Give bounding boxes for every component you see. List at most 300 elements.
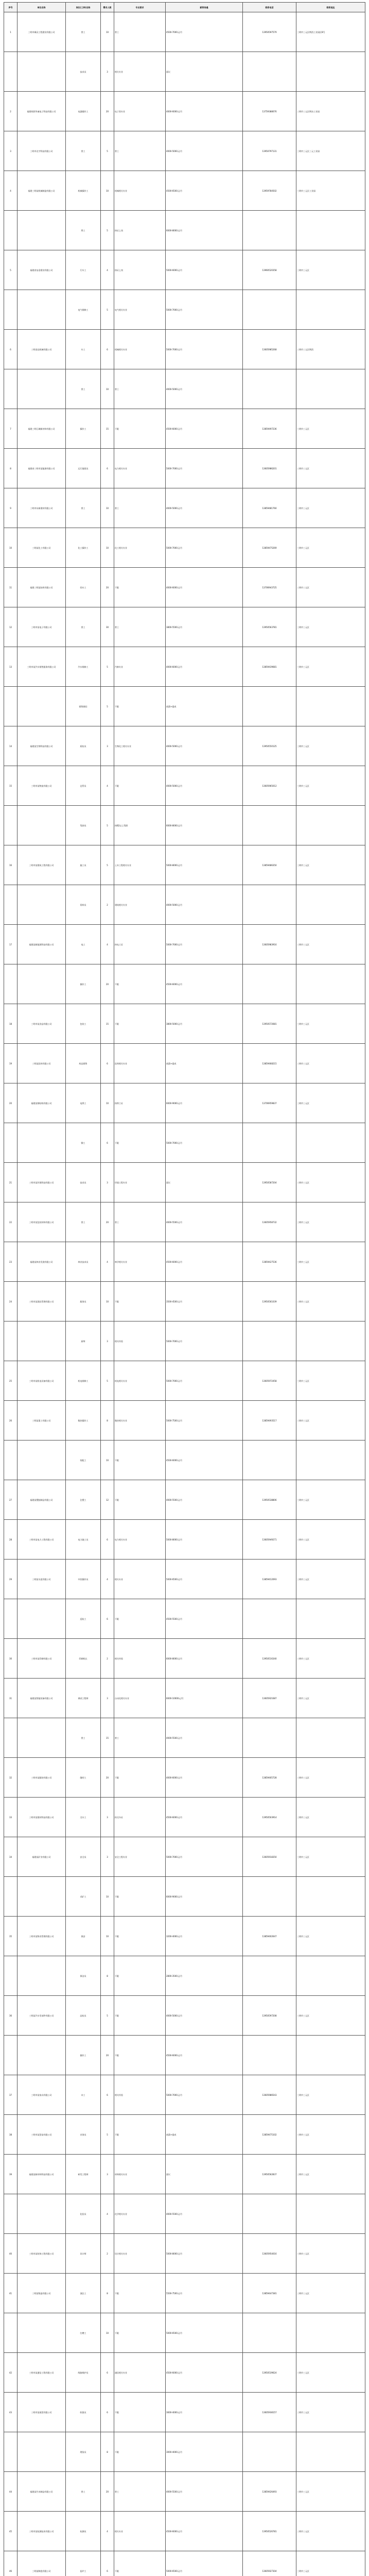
table-row <box>4 2234 365 2274</box>
cell-job: 安全员 <box>66 1837 101 1877</box>
cell-no <box>4 369 17 409</box>
table-row <box>4 2075 365 2115</box>
cell-address: 三明市三元区 <box>296 726 365 766</box>
cell-address: 三明市三元区 <box>296 1163 365 1202</box>
cell-count: 10 <box>101 1282 114 1321</box>
cell-salary: 4000-5500元/月 <box>166 2472 243 2512</box>
cell-salary: 5000-6500元/月 <box>166 2551 243 2576</box>
cell-phone: 13859486350 <box>243 845 296 885</box>
cell-salary: 6000-8000元/月 <box>166 211 243 250</box>
cell-job: 普工 <box>66 488 101 528</box>
table-row <box>4 1560 365 1599</box>
header-address: 联系地址 <box>296 3 365 12</box>
cell-phone: 13605927304 <box>243 2551 296 2576</box>
table-row <box>4 766 365 806</box>
cell-requirement: 电力相关专业 <box>114 449 166 488</box>
cell-phone: 13605921687 <box>243 1679 296 1718</box>
cell-count: 3 <box>101 726 114 766</box>
table-row <box>4 568 365 607</box>
cell-address: 三明市三元区 <box>296 1282 365 1321</box>
cell-company <box>17 964 66 1004</box>
cell-requirement: 数控相关专业 <box>114 1401 166 1440</box>
cell-company <box>17 1440 66 1480</box>
cell-count: 3 <box>101 1163 114 1202</box>
cell-count: 20 <box>101 1202 114 1242</box>
cell-requirement: 不限 <box>114 2036 166 2075</box>
cell-count: 10 <box>101 1083 114 1123</box>
cell-address: 三明市三元区 <box>296 1083 365 1123</box>
cell-address: 三明市三元区 <box>296 488 365 528</box>
cell-company: 福建某新材料科技有限公司 <box>17 2155 66 2194</box>
cell-count: 5 <box>101 290 114 330</box>
cell-no: 3 <box>4 131 17 171</box>
cell-address: 三明市三元区 <box>296 607 365 647</box>
cell-salary: 5500-7500元/月 <box>166 2274 243 2313</box>
cell-company <box>17 1956 66 1996</box>
cell-company <box>17 1321 66 1361</box>
cell-no: 25 <box>4 1361 17 1401</box>
cell-job: 普工 <box>66 131 101 171</box>
cell-salary: 6000-8000元/月 <box>166 806 243 845</box>
cell-no: 23 <box>4 1242 17 1282</box>
cell-company: 三明市某贸易有限公司 <box>17 2115 66 2155</box>
cell-address: 三明市三元区 <box>296 766 365 806</box>
table-row <box>4 2432 365 2472</box>
cell-no: 18 <box>4 1004 17 1044</box>
cell-address: 三明市三元区 <box>296 1837 365 1877</box>
cell-address: 三明市三元区 <box>296 2512 365 2551</box>
cell-phone: 13605918350 <box>243 1837 296 1877</box>
cell-job: 服务员 <box>66 1282 101 1321</box>
cell-requirement: 不限 <box>114 2551 166 2576</box>
cell-count: 15 <box>101 409 114 449</box>
cell-phone: 13605965012 <box>243 766 296 806</box>
cell-salary: 5000-8000元/月 <box>166 845 243 885</box>
cell-requirement: 环境工程专业 <box>114 1163 166 1202</box>
cell-job: 技术员 <box>66 52 101 92</box>
cell-count: 5 <box>101 2115 114 2155</box>
cell-count: 2 <box>101 1639 114 1679</box>
cell-job: 保洁员 <box>66 1956 101 1996</box>
cell-phone: 13950550125 <box>243 726 296 766</box>
cell-job: 木工 <box>66 2075 101 2115</box>
cell-no: 11 <box>4 568 17 607</box>
cell-job: 化工操作工 <box>66 528 101 568</box>
cell-salary: 面议 <box>166 52 243 92</box>
cell-address <box>296 369 365 409</box>
table-row <box>4 1282 365 1321</box>
cell-count: 6 <box>101 1044 114 1083</box>
cell-count: 10 <box>101 488 114 528</box>
cell-phone: 13950539624 <box>243 2353 296 2393</box>
cell-address <box>296 806 365 845</box>
cell-salary: 4500-6500元/月 <box>166 171 243 211</box>
cell-requirement: 电力相关专业 <box>114 1520 166 1560</box>
cell-phone: 13605954016 <box>243 2234 296 2274</box>
cell-requirement: 电气相关专业 <box>114 290 166 330</box>
cell-address <box>296 2036 365 2075</box>
cell-job: 线路维护员 <box>66 2353 101 2393</box>
cell-count: 10 <box>101 171 114 211</box>
cell-no <box>4 1321 17 1361</box>
cell-count: 4 <box>101 250 114 290</box>
cell-job: 质检员 <box>66 726 101 766</box>
cell-count: 6 <box>101 449 114 488</box>
cell-no <box>4 2036 17 2075</box>
cell-job: 采矿工 <box>66 1877 101 1917</box>
cell-salary: 面议 <box>166 2155 243 2194</box>
cell-address: 三明市三元区 <box>296 1480 365 1520</box>
cell-address: 三明市三元区 <box>296 250 365 290</box>
cell-company: 三明市某食品有限公司 <box>17 1004 66 1044</box>
cell-requirement: 普工 <box>114 369 166 409</box>
cell-salary: 5000-7000元/月 <box>166 290 243 330</box>
table-row <box>4 449 365 488</box>
cell-salary: 底薪+提成 <box>166 1044 243 1083</box>
cell-job: 普工 <box>66 607 101 647</box>
cell-salary: 5000-7000元/月 <box>166 449 243 488</box>
cell-count: 6 <box>101 330 114 369</box>
cell-phone: 13859481760 <box>243 488 296 528</box>
cell-phone: 13950562837 <box>243 2155 296 2194</box>
table-row <box>4 2353 365 2393</box>
cell-salary: 3000-4000元/月 <box>166 2432 243 2472</box>
table-row <box>4 1163 365 1202</box>
cell-requirement: 不限 <box>114 2115 166 2155</box>
cell-job: 林业技术员 <box>66 1242 101 1282</box>
cell-requirement: 电子类专业 <box>114 92 166 131</box>
cell-job: 厨师 <box>66 1321 101 1361</box>
cell-company: 三明市某检测技术有限公司 <box>17 2512 66 2551</box>
cell-phone: 13950797131 <box>243 131 296 171</box>
header-no: 序号 <box>4 3 17 12</box>
cell-phone <box>243 2432 296 2472</box>
cell-salary: 4000-5000元/月 <box>166 726 243 766</box>
cell-phone: 13859439681 <box>243 647 296 687</box>
cell-company <box>17 52 66 92</box>
cell-count: 3 <box>101 2155 114 2194</box>
cell-no: 4 <box>4 171 17 211</box>
cell-phone: 13859497236 <box>243 409 296 449</box>
cell-no <box>4 1123 17 1163</box>
header-count: 需求人数 <box>101 3 114 12</box>
cell-job: 电力施工员 <box>66 1520 101 1560</box>
cell-job: 汽车维修工 <box>66 647 101 687</box>
cell-no: 34 <box>4 1837 17 1877</box>
cell-count: 8 <box>101 1956 114 1996</box>
cell-count: 20 <box>101 568 114 607</box>
cell-phone: 13859405728 <box>243 1758 296 1798</box>
cell-company: 三明某汽车零部件有限公司 <box>17 1996 66 2036</box>
cell-count: 30 <box>101 607 114 647</box>
cell-phone: 13605985268 <box>243 330 296 369</box>
cell-no <box>4 2432 17 2472</box>
table-row <box>4 1798 365 1837</box>
cell-phone: 13859475102 <box>243 2115 296 2155</box>
cell-requirement: 持证上岗 <box>114 250 166 290</box>
cell-phone: 13950538806 <box>243 1480 296 1520</box>
cell-company: 三明某化工有限公司 <box>17 528 66 568</box>
cell-phone <box>243 1877 296 1917</box>
cell-company: 三明市某商贸有限公司 <box>17 2393 66 2432</box>
cell-count: 10 <box>101 1917 114 1956</box>
table-row <box>4 2472 365 2512</box>
cell-requirement: 不限 <box>114 687 166 726</box>
cell-salary: 面议 <box>166 1163 243 1202</box>
cell-job: 品检员 <box>66 1996 101 2036</box>
cell-no <box>4 52 17 92</box>
cell-phone <box>243 885 296 925</box>
cell-job: 焊工 <box>66 211 101 250</box>
cell-phone <box>243 290 296 330</box>
cell-address <box>296 1877 365 1917</box>
cell-company: 福建省冶金建设有限公司 <box>17 250 66 290</box>
cell-company: 福建某竹木制品有限公司 <box>17 2472 66 2512</box>
cell-address: 三明市三元区 <box>296 449 365 488</box>
cell-job: 操作工 <box>66 2036 101 2075</box>
cell-salary: 4500-6000元/月 <box>166 2512 243 2551</box>
cell-no: 5 <box>4 250 17 290</box>
cell-salary: 4000-5000元/月 <box>166 885 243 925</box>
cell-count: 3 <box>101 1837 114 1877</box>
cell-requirement: 化学相关专业 <box>114 2194 166 2234</box>
cell-no <box>4 687 17 726</box>
cell-address: 三明市三元区 <box>296 1520 365 1560</box>
cell-count: 20 <box>101 964 114 1004</box>
cell-count: 5 <box>101 647 114 687</box>
cell-no <box>4 1599 17 1639</box>
cell-salary: 3200-4000元/月 <box>166 1917 243 1956</box>
cell-no: 26 <box>4 1401 17 1440</box>
table-row <box>4 885 365 925</box>
cell-requirement: 不限 <box>114 1996 166 2036</box>
cell-no: 29 <box>4 1560 17 1599</box>
table-row <box>4 1242 365 1282</box>
cell-salary: 4500-6000元/月 <box>166 1440 243 1480</box>
cell-address: 三明市三元区 <box>296 1401 365 1440</box>
cell-no: 6 <box>4 330 17 369</box>
cell-company: 三明市某包装材料有限公司 <box>17 1202 66 1242</box>
cell-address: 三明市三元区荆西工业园区8号 <box>296 12 365 52</box>
cell-no: 27 <box>4 1480 17 1520</box>
cell-company: 三明市某电力工程有限公司 <box>17 1520 66 1560</box>
cell-address: 三明市三元区 <box>296 1758 365 1798</box>
cell-company <box>17 2313 66 2353</box>
cell-phone: 13605938157 <box>243 2393 296 2432</box>
cell-count: 4 <box>101 1242 114 1282</box>
cell-salary: 4000-5000元/月 <box>166 1996 243 2036</box>
cell-no: 43 <box>4 2393 17 2432</box>
cell-company: 三明市某建筑工程有限公司 <box>17 845 66 885</box>
cell-requirement: 不限 <box>114 1956 166 1996</box>
cell-company: 福建某塑胶制品有限公司 <box>17 1480 66 1520</box>
cell-address: 三明市三元区 <box>296 2551 365 2576</box>
cell-salary: 5000-7000元/月 <box>166 1361 243 1401</box>
cell-count: 20 <box>101 92 114 131</box>
cell-salary: 5000-7000元/月 <box>166 1837 243 1877</box>
cell-count: 10 <box>101 369 114 409</box>
cell-salary: 底薪+提成 <box>166 2115 243 2155</box>
cell-job: 缝纫工 <box>66 1758 101 1798</box>
cell-count: 12 <box>101 1480 114 1520</box>
cell-count: 4 <box>101 2512 114 2551</box>
table-row <box>4 250 365 290</box>
cell-no: 37 <box>4 2075 17 2115</box>
cell-requirement: 不限 <box>114 1599 166 1639</box>
cell-salary: 4000-6000元/月 <box>166 1758 243 1798</box>
cell-company: 三明市某酒店管理有限公司 <box>17 1282 66 1321</box>
cell-no: 38 <box>4 2115 17 2155</box>
cell-job: 驾驶员 <box>66 806 101 845</box>
cell-phone <box>243 211 296 250</box>
cell-requirement: 普工 <box>114 12 166 52</box>
cell-job: 收银员 <box>66 2393 101 2432</box>
cell-salary: 5000-7000元/月 <box>166 1123 243 1163</box>
table-row <box>4 488 365 528</box>
cell-address: 三明市三元区 <box>296 2115 365 2155</box>
table-row <box>4 2393 365 2432</box>
cell-address <box>296 885 365 925</box>
cell-no: 46 <box>4 2551 17 2576</box>
cell-salary: 3800-5000元/月 <box>166 1004 243 1044</box>
cell-no: 22 <box>4 1202 17 1242</box>
cell-phone: 13950597579 <box>243 12 296 52</box>
table-row <box>4 1956 365 1996</box>
cell-count: 6 <box>101 1520 114 1560</box>
cell-salary: 5000-7500元/月 <box>166 1401 243 1440</box>
cell-company: 三明市某物业管理有限公司 <box>17 1917 66 1956</box>
table-row <box>4 1718 365 1758</box>
cell-salary: 4000-5000元/月 <box>166 369 243 409</box>
table-row <box>4 2512 365 2551</box>
cell-address: 三明市三元区 <box>296 1004 365 1044</box>
cell-requirement: 不限 <box>114 409 166 449</box>
cell-job: 电焊工 <box>66 1083 101 1123</box>
cell-no <box>4 211 17 250</box>
cell-no <box>4 2194 17 2234</box>
cell-requirement: 相关经验 <box>114 2075 166 2115</box>
cell-address: 三明市三元区 <box>296 2393 365 2432</box>
cell-salary: 6000-10000元/月 <box>166 1679 243 1718</box>
cell-count: 5 <box>101 687 114 726</box>
cell-requirement: 不限 <box>114 1758 166 1798</box>
cell-count: 3 <box>101 52 114 92</box>
cell-phone: 13859427536 <box>243 1242 296 1282</box>
cell-requirement: 普工 <box>114 1718 166 1758</box>
cell-requirement: 材料相关专业 <box>114 2155 166 2194</box>
cell-no: 14 <box>4 726 17 766</box>
table-row <box>4 2155 365 2194</box>
cell-company: 福建某生物科技有限公司 <box>17 726 66 766</box>
cell-job: 普工 <box>66 369 101 409</box>
table-row <box>4 1520 365 1560</box>
cell-company: 三明市某物流有限公司 <box>17 766 66 806</box>
cell-phone <box>243 1718 296 1758</box>
cell-salary: 4000-5000元/月 <box>166 766 243 806</box>
cell-job: 普工 <box>66 1718 101 1758</box>
cell-company: 三明市光宇科技有限公司 <box>17 131 66 171</box>
cell-company: 三明市某服装有限公司 <box>17 1758 66 1798</box>
cell-salary: 5000-7000元/月 <box>166 528 243 568</box>
cell-address <box>296 52 365 92</box>
cell-requirement: 汽修专业 <box>114 647 166 687</box>
cell-requirement: 持电工证 <box>114 925 166 964</box>
table-row <box>4 1877 365 1917</box>
cell-salary: 4500-5500元/月 <box>166 1599 243 1639</box>
cell-requirement: 不限 <box>114 766 166 806</box>
cell-company: 福建某钢结构有限公司 <box>17 1083 66 1123</box>
cell-count: 8 <box>101 2432 114 2472</box>
cell-phone <box>243 2313 296 2353</box>
cell-requirement: 普工 <box>114 131 166 171</box>
cell-no: 12 <box>4 607 17 647</box>
cell-no: 31 <box>4 1679 17 1718</box>
cell-requirement: 不限 <box>114 1004 166 1044</box>
cell-no <box>4 290 17 330</box>
cell-phone: 13605949271 <box>243 1520 296 1560</box>
cell-count: 6 <box>101 2353 114 2393</box>
cell-company: 福建某智能装备有限公司 <box>17 1679 66 1718</box>
cell-address <box>296 1440 365 1480</box>
cell-requirement: 机电相关专业 <box>114 1361 166 1401</box>
cell-job: 行车工 <box>66 250 101 290</box>
cell-phone <box>243 1599 296 1639</box>
cell-address: 三明市三元区 <box>296 845 365 885</box>
cell-salary: 4000-5000元/月 <box>166 488 243 528</box>
cell-address: 三明市三元区 <box>296 2155 365 2194</box>
cell-no: 19 <box>4 1044 17 1083</box>
cell-count: 20 <box>101 1758 114 1798</box>
cell-count: 3 <box>101 1321 114 1361</box>
header-company: 单位名称 <box>17 3 66 12</box>
table-row <box>4 330 365 369</box>
cell-phone <box>243 52 296 92</box>
cell-phone: 13605986543 <box>243 2075 296 2115</box>
cell-requirement: 普工 <box>114 488 166 528</box>
cell-requirement: 相关专业 <box>114 52 166 92</box>
table-row <box>4 1083 365 1123</box>
cell-requirement: 化工相关专业 <box>114 528 166 568</box>
cell-company <box>17 2432 66 2472</box>
cell-no <box>4 964 17 1004</box>
cell-company <box>17 687 66 726</box>
cell-address <box>296 964 365 1004</box>
cell-address: 三明市三元区 <box>296 1202 365 1242</box>
cell-salary: 4500-6000元/月 <box>166 2036 243 2075</box>
cell-salary: 3500-4500元/月 <box>166 1282 243 1321</box>
header-phone: 联系电话 <box>243 3 296 12</box>
cell-count: 10 <box>101 2313 114 2353</box>
cell-phone <box>243 2036 296 2075</box>
cell-job: 化验员 <box>66 2194 101 2234</box>
table-row <box>4 131 365 171</box>
cell-phone: 13759388076 <box>243 92 296 131</box>
cell-requirement: 机械相关专业 <box>114 171 166 211</box>
table-row <box>4 211 365 250</box>
cell-no <box>4 1956 17 1996</box>
cell-company: 三明某水泥有限公司 <box>17 1560 66 1599</box>
cell-company: 三明市某汽车销售服务有限公司 <box>17 647 66 687</box>
table-row <box>4 1599 365 1639</box>
cell-requirement: 不限 <box>114 1480 166 1520</box>
cell-salary: 4500-7000元/月 <box>166 12 243 52</box>
table-row <box>4 369 365 409</box>
cell-address: 三明市三元区 <box>296 2472 365 2512</box>
cell-salary: 5000-6500元/月 <box>166 2313 243 2353</box>
cell-phone <box>243 687 296 726</box>
cell-requirement: 不限 <box>114 964 166 1004</box>
cell-requirement: 不限 <box>114 1917 166 1956</box>
